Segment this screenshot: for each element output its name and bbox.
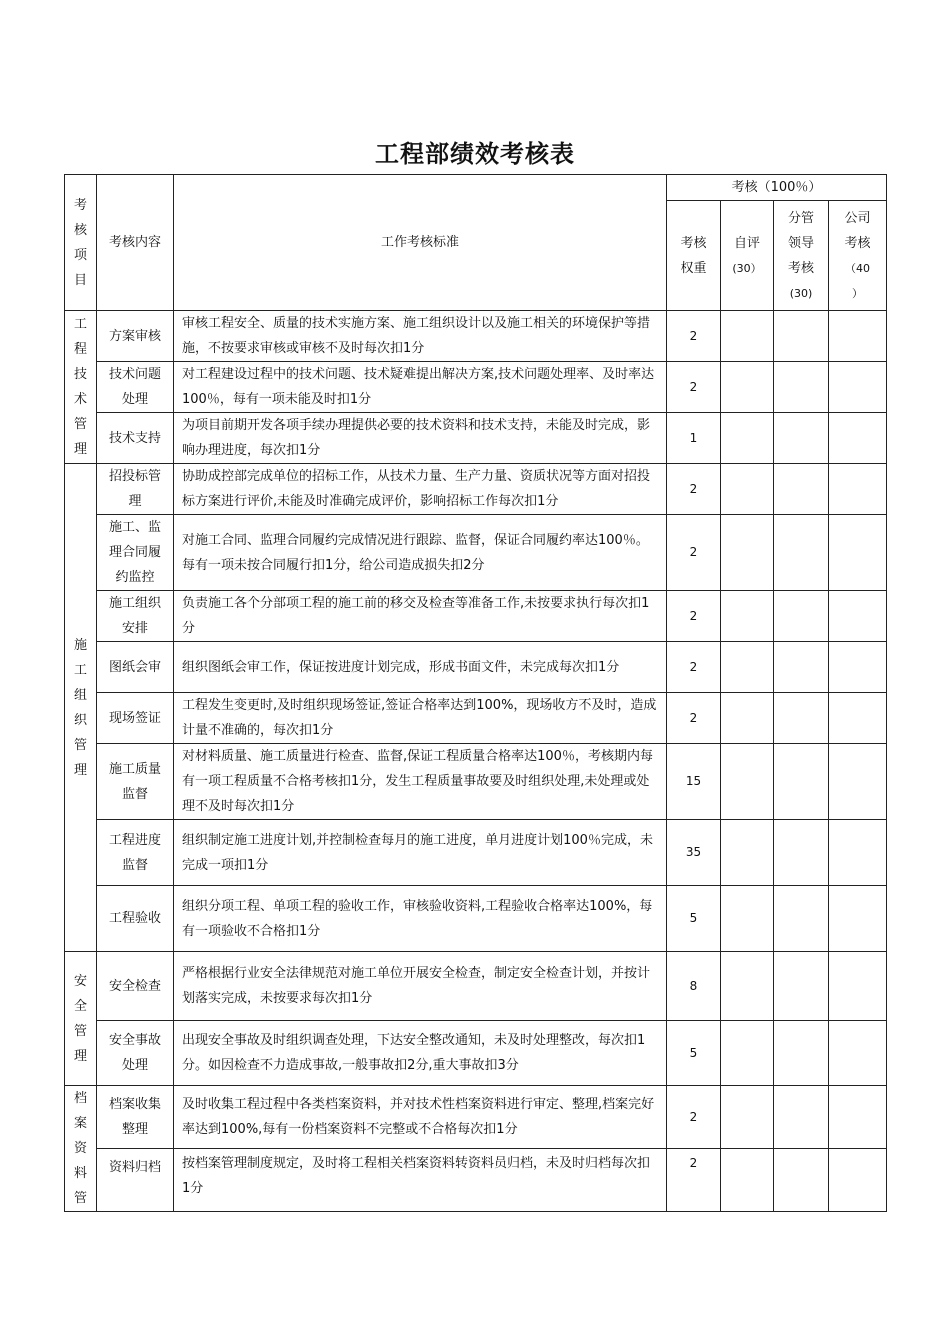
self-score-cell[interactable] [721,1149,774,1212]
table-row [65,1086,887,1149]
weight-cell: 2 [667,1086,721,1149]
weight-cell: 2 [667,362,721,413]
self-score-cell[interactable] [721,1021,774,1086]
weight-cell: 2 [667,311,721,362]
table-row [65,820,887,886]
weight-cell: 2 [667,515,721,591]
category-cell: 档案资料管 [65,1086,97,1212]
leader-score-cell[interactable] [774,1021,829,1086]
table-row [65,591,887,642]
header-company: 公司 考核 （40 ） [829,201,887,311]
standard-cell: 严格根据行业安全法律规范对施工单位开展安全检查，制定安全检查计划，并按计划落实完成，未按要求每次扣1分 [174,952,667,1021]
table-row [65,886,887,952]
table-row [65,464,887,515]
standard-cell: 为项目前期开发各项手续办理提供必要的技术资料和技术支持，未能及时完成，影响办理进度，每次扣1分 [174,413,667,464]
header-leader: 分管 领导 考核 (30) [774,201,829,311]
self-score-cell[interactable] [721,642,774,693]
standard-cell: 工程发生变更时,及时组织现场签证,签证合格率达到100%，现场收方不及时，造成计量不准确的，每次扣1分 [174,693,667,744]
leader-score-cell[interactable] [774,820,829,886]
item-cell: 现场签证 [97,693,174,744]
table-row [65,362,887,413]
standard-cell: 协助成控部完成单位的招标工作，从技术力量、生产力量、资质状况等方面对招投标方案进行评价,未能及时准确完成评价，影响招标工作每次扣1分 [174,464,667,515]
leader-score-cell[interactable] [774,311,829,362]
self-score-cell[interactable] [721,820,774,886]
category-cell: 施工组织管理 [65,464,97,952]
weight-cell: 2 [667,464,721,515]
company-score-cell[interactable] [829,311,887,362]
item-cell: 施工质量监督 [97,744,174,820]
self-score-cell[interactable] [721,362,774,413]
standard-cell: 负责施工各个分部项工程的施工前的移交及检查等准备工作,未按要求执行每次扣1分 [174,591,667,642]
category-cell: 工程技术管理 [65,311,97,464]
leader-score-cell[interactable] [774,591,829,642]
leader-score-cell[interactable] [774,413,829,464]
leader-score-cell[interactable] [774,693,829,744]
item-cell: 资料归档 [97,1149,174,1212]
item-cell: 工程进度监督 [97,820,174,886]
standard-cell: 对材料质量、施工质量进行检查、监督,保证工程质量合格率达100％，考核期内每有一项工程质量不合格考核扣1分，发生工程质量事故要及时组织处理,未处理或处理不及时每次扣1分 [174,744,667,820]
company-score-cell[interactable] [829,515,887,591]
weight-cell: 5 [667,886,721,952]
weight-cell: 2 [667,1149,721,1212]
header-assessment: 考核（100％） [667,175,887,201]
self-score-cell[interactable] [721,952,774,1021]
self-score-cell[interactable] [721,744,774,820]
table-row [65,515,887,591]
self-score-cell[interactable] [721,515,774,591]
assessment-table [64,174,887,1212]
company-score-cell[interactable] [829,362,887,413]
company-score-cell[interactable] [829,1086,887,1149]
standard-cell: 组织制定施工进度计划,并控制检查每月的施工进度，单月进度计划100％完成，未完成一项扣1分 [174,820,667,886]
weight-cell: 35 [667,820,721,886]
item-cell: 方案审核 [97,311,174,362]
header-standard: 工作考核标准 [174,175,667,311]
leader-score-cell[interactable] [774,1149,829,1212]
item-cell: 技术支持 [97,413,174,464]
self-score-cell[interactable] [721,1086,774,1149]
standard-cell: 组织分项工程、单项工程的验收工作，审核验收资料,工程验收合格率达100%，每有一项验收不合格扣1分 [174,886,667,952]
header-category: 考核项目 [65,175,97,311]
leader-score-cell[interactable] [774,642,829,693]
company-score-cell[interactable] [829,886,887,952]
standard-cell: 组织图纸会审工作，保证按进度计划完成，形成书面文件，未完成每次扣1分 [174,642,667,693]
weight-cell: 2 [667,693,721,744]
company-score-cell[interactable] [829,744,887,820]
table-row [65,1021,887,1086]
table-row [65,693,887,744]
item-cell: 档案收集整理 [97,1086,174,1149]
standard-cell: 按档案管理制度规定，及时将工程相关档案资料转资料员归档，未及时归档每次扣1分 [174,1149,667,1212]
item-cell: 图纸会审 [97,642,174,693]
table-row [65,642,887,693]
weight-cell: 8 [667,952,721,1021]
standard-cell: 对工程建设过程中的技术问题、技术疑难提出解决方案,技术问题处理率、及时率达100％，每有一项未能及时扣1分 [174,362,667,413]
weight-cell: 5 [667,1021,721,1086]
page-title: 工程部绩效考核表 [375,139,575,168]
header-weight: 考核 权重 [667,201,721,311]
leader-score-cell[interactable] [774,886,829,952]
standard-cell: 及时收集工程过程中各类档案资料，并对技术性档案资料进行审定、整理,档案完好率达到100%,每有一份档案资料不完整或不合格每次扣1分 [174,1086,667,1149]
weight-cell: 2 [667,591,721,642]
company-score-cell[interactable] [829,952,887,1021]
self-score-cell[interactable] [721,591,774,642]
item-cell: 招投标管理 [97,464,174,515]
item-cell: 工程验收 [97,886,174,952]
item-cell: 技术问题处理 [97,362,174,413]
weight-cell: 2 [667,642,721,693]
leader-score-cell[interactable] [774,464,829,515]
item-cell: 施工组织安排 [97,591,174,642]
leader-score-cell[interactable] [774,744,829,820]
table-row [65,952,887,1021]
self-score-cell[interactable] [721,413,774,464]
standard-cell: 审核工程安全、质量的技术实施方案、施工组织设计以及施工相关的环境保护等措施，不按要求审核或审核不及时每次扣1分 [174,311,667,362]
company-score-cell[interactable] [829,693,887,744]
table-row [65,413,887,464]
table-row [65,311,887,362]
company-score-cell[interactable] [829,591,887,642]
leader-score-cell[interactable] [774,952,829,1021]
self-score-cell[interactable] [721,886,774,952]
weight-cell: 1 [667,413,721,464]
header-self: 自评 (30） [721,201,774,311]
item-cell: 施工、监理合同履约监控 [97,515,174,591]
company-score-cell[interactable] [829,413,887,464]
company-score-cell[interactable] [829,820,887,886]
company-score-cell[interactable] [829,464,887,515]
header-row-1 [65,175,887,201]
company-score-cell[interactable] [829,1021,887,1086]
standard-cell: 出现安全事故及时组织调查处理，下达安全整改通知，未及时处理整改，每次扣1分。如因检查不力造成事故,一般事故扣2分,重大事故扣3分 [174,1021,667,1086]
company-score-cell[interactable] [829,1149,887,1212]
item-cell: 安全事故处理 [97,1021,174,1086]
self-score-cell[interactable] [721,693,774,744]
header-content: 考核内容 [97,175,174,311]
leader-score-cell[interactable] [774,1086,829,1149]
table-row [65,1149,887,1212]
company-score-cell[interactable] [829,642,887,693]
standard-cell: 对施工合同、监理合同履约完成情况进行跟踪、监督，保证合同履约率达100％。每有一项未按合同履行扣1分，给公司造成损失扣2分 [174,515,667,591]
weight-cell: 15 [667,744,721,820]
leader-score-cell[interactable] [774,362,829,413]
self-score-cell[interactable] [721,464,774,515]
item-cell: 安全检查 [97,952,174,1021]
leader-score-cell[interactable] [774,515,829,591]
self-score-cell[interactable] [721,311,774,362]
table-row [65,744,887,820]
category-cell: 安全管理 [65,952,97,1086]
